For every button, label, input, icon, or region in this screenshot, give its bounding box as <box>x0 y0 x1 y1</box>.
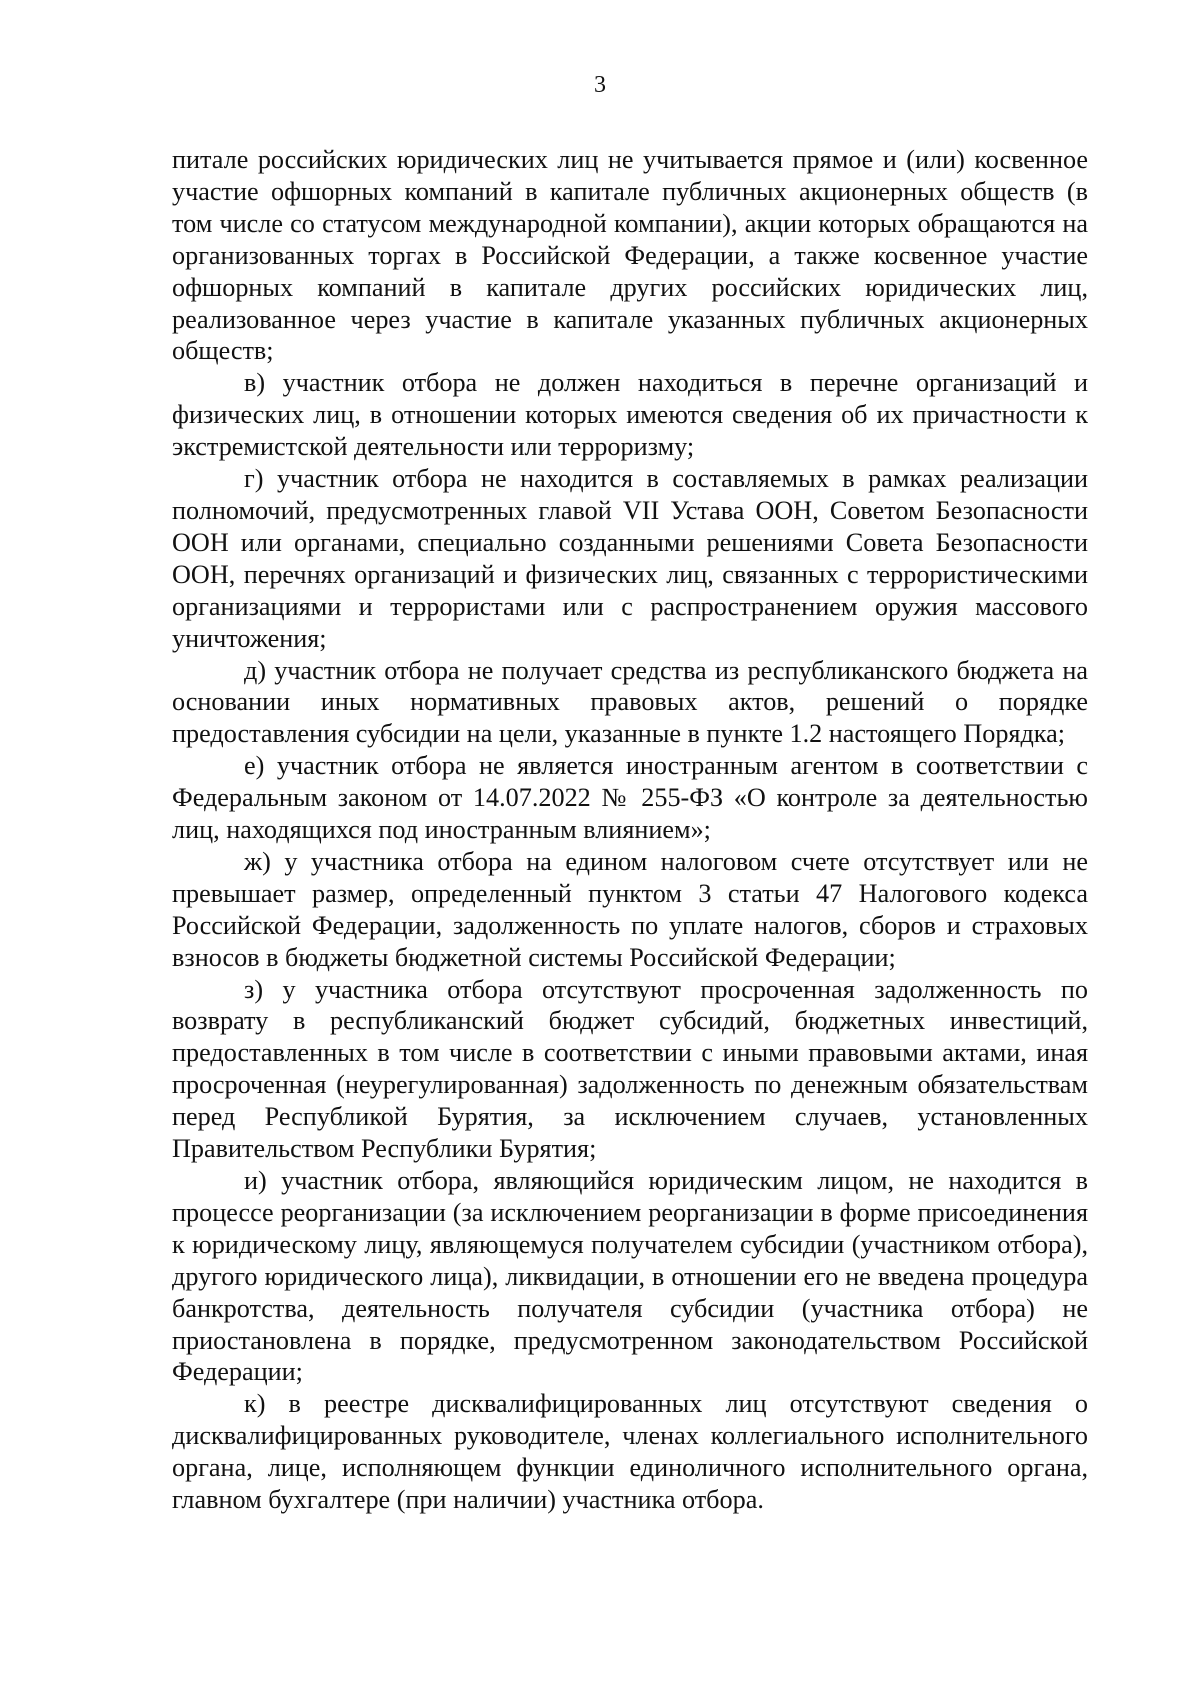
page-number: 3 <box>594 72 606 98</box>
paragraph-continuation: питале российских юридических лиц не учитывается прямое и (или) косвенное участие офшорных компаний в капитале публичных акционерных обществ (в том числе со статусом международной компании), акции которых обращаются на организованных торгах в Российской Федерации, а также косвенное участие офшорных компаний в капитале других российских юридических лиц, реализованное через участие в капитале указанных публичных акционерных обществ; <box>172 145 1088 366</box>
list-item-g: г) участник отбора не находится в составляемых в рамках реализации полномочий, предусмотренных главой VII Устава ООН, Советом Безопасности ООН или органами, специально созданными решениями Совета Безопасности ООН, перечнях организаций и физических лиц, связанных с террористическими организациями и террористами или с распространением оружия массового уничтожения; <box>172 464 1088 653</box>
list-item-e: е) участник отбора не является иностранным агентом в соответствии с Федеральным законом от 14.07.2022 № 255-ФЗ «О контроле за деятельностью лиц, находящихся под иностранным влиянием»; <box>172 751 1088 845</box>
list-item-v: в) участник отбора не должен находиться в перечне организаций и физических лиц, в отношении которых имеются сведения об их причастности к экстремистской деятельности или терроризму; <box>172 368 1088 462</box>
list-item-d: д) участник отбора не получает средства из республиканского бюджета на основании иных нормативных правовых актов, решений о порядке предоставления субсидии на цели, указанные в пункте 1.2 настоящего Порядка; <box>172 655 1088 749</box>
list-item-zh: ж) у участника отбора на едином налоговом счете отсутствует или не превышает размер, определенный пунктом 3 статьи 47 Налогового кодекса Российской Федерации, задолженность по уплате налогов, сборов и страховых взносов в бюджеты бюджетной системы Российской Федерации; <box>172 846 1088 972</box>
document-body <box>172 144 1088 1516</box>
list-item-k: к) в реестре дисквалифицированных лиц отсутствуют сведения о дисквалифицированных руководителе, членах коллегиального исполнительного органа, лице, исполняющем функции единоличного исполнительного органа, главном бухгалтере (при наличии) участника отбора. <box>172 1389 1088 1515</box>
list-item-z: з) у участника отбора отсутствуют просроченная задолженность по возврату в республиканский бюджет субсидий, бюджетных инвестиций, предоставленных в том числе в соответствии с иными правовыми актами, иная просроченная (неурегулированная) задолженность по денежным обязательствам перед Республикой Бурятия, за исключением случаев, установленных Правительством Республики Бурятия; <box>172 974 1088 1164</box>
list-item-i: и) участник отбора, являющийся юридическим лицом, не находится в процессе реорганизации (за исключением реорганизации в форме присоединения к юридическому лицу, являющемуся получателем субсидии (участником отбора), другого юридического лица), ликвидации, в отношении его не введена процедура банкротства, деятельность получателя субсидии (участника отбора) не приостановлена в порядке, предусмотренном законодательством Российской Федерации; <box>172 1166 1088 1387</box>
